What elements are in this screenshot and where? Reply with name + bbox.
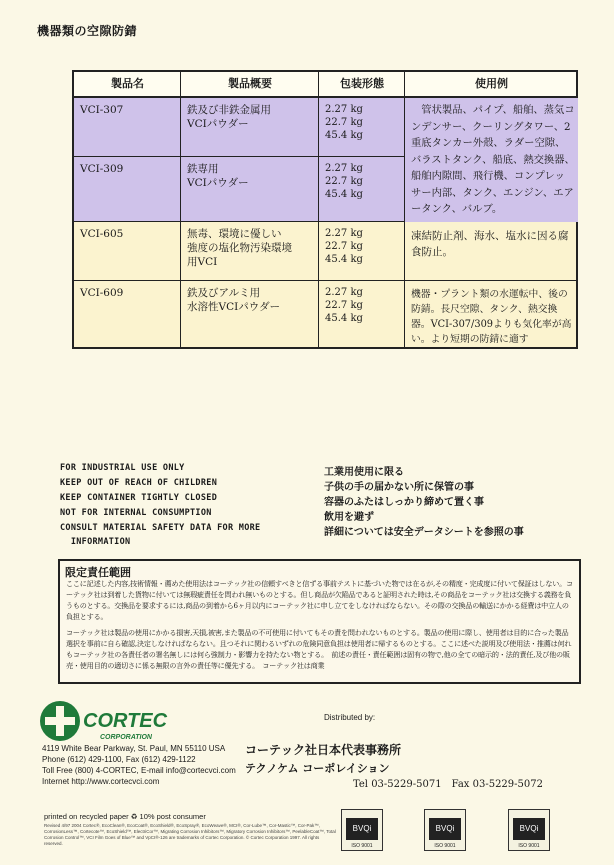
pack-size: 45.4 kg (325, 130, 363, 141)
product-desc: 無毒、環境に優しい 強度の塩化物汚染環境 用VCI (187, 228, 292, 268)
warning-row (60, 537, 580, 551)
address-line: Internet http://www.cortecvci.com (42, 777, 160, 786)
warning-jp: 工業用使用に限る (324, 467, 404, 478)
logo-sub: CORPORATION (100, 734, 152, 741)
iso-cert-badge (341, 809, 383, 851)
column-divider (404, 72, 405, 347)
warning-row (60, 478, 580, 492)
distributor-phone: Tel 03-5229-5071 Fax 03-5229-5072 (353, 779, 543, 790)
warning-en: KEEP CONTAINER TIGHTLY CLOSED (60, 493, 218, 503)
warning-jp: 飲用を避ず (324, 512, 374, 523)
table-row (74, 222, 576, 281)
warning-en: FOR INDUSTRIAL USE ONLY (60, 463, 185, 473)
logo-text: CORTEC (83, 710, 168, 732)
distributed-by-label: Distributed by: (324, 713, 376, 722)
address-line: Phone (612) 429-1100, Fax (612) 429-1122 (42, 755, 196, 764)
liability-paragraph: コーテック社は製品の使用にかかる損害,天損,被害,また製品の不可使用に付いてもその責を問われないものとする。製品の使用に際し、使用者は目的に合った製品選択を事前に自ら確認,決定しなければならない。且つそれに関わるいずれの危険同意負担は使用者に帰するものとする。ここに述べた説明及び使用法・推薦は何れもコーテック社の各責任者の署名無しには何ら強制力・影響力を持たない物とする。 前述の責任・責任範囲は固有の物で,他の全ての暗示的・法的責任,及び他の販売・使用目的の適切さに係る無限の言外の責任等に優先する。 コーテック社は商業 (66, 628, 572, 670)
use-text: 凍結防止剤、海水、塩水に因る腐食防止。 (411, 230, 569, 258)
warning-jp: 詳細については安全データシートを参照の事 (324, 527, 524, 538)
use-cell-shared (405, 98, 578, 222)
warning-en: INFORMATION (60, 537, 131, 547)
warning-row (60, 523, 580, 537)
bvqi-icon: BVQi (346, 818, 378, 840)
col-header-name: 製品名 (111, 77, 144, 90)
warning-jp: 容器のふたはしっかり締めて置く事 (324, 497, 484, 508)
pack-size: 45.4 kg (325, 189, 363, 200)
warning-en: CONSULT MATERIAL SAFETY DATA FOR MORE (60, 523, 261, 533)
pack-size: 22.7 kg (325, 176, 363, 187)
bvqi-icon: BVQi (429, 818, 461, 840)
cert-label: ISO 9001 (518, 843, 540, 849)
bvqi-icon: BVQi (513, 818, 545, 840)
warning-row (60, 463, 580, 477)
product-pack (325, 286, 395, 325)
warning-row (60, 508, 580, 522)
table-row (74, 281, 576, 347)
address-line: 4119 White Bear Parkway, St. Paul, MN 55110 USA (42, 744, 226, 753)
pack-size: 45.4 kg (325, 313, 363, 324)
iso-cert-badge (424, 809, 466, 851)
pack-size: 2.27 kg (325, 228, 363, 239)
product-name: VCI-307 (80, 104, 124, 116)
product-name: VCI-609 (80, 287, 124, 299)
product-pack (325, 103, 395, 142)
cert-label: ISO 9001 (434, 843, 456, 849)
column-divider (180, 72, 181, 347)
distributor-name-2: テクノケム コーポレイション (245, 762, 390, 775)
pack-size: 22.7 kg (325, 117, 363, 128)
warning-en: KEEP OUT OF REACH OF CHILDREN (60, 478, 218, 488)
liability-paragraph: ここに記述した内容,技術情報・薦めた使用法はコーテック社の信頼すべきと信ずる事前テストに基づいた物では在るが,その精度・完成度に付いて保証はしない。コーテック社は到着した貨物に付いては無瑕疵責任を問われ無いものとする。但し商品が欠陥品であると証明された時は,その商品をコーテック社は交換する義務を負うものとする。交換品を要求するには,商品の到着から6ヶ月以内にコーテック社に申し立てをしなければならない。その際の交換品の輸送にかかる経費は中立人の負担とする。 (66, 579, 573, 621)
use-text: 機器・プラント類の水運転中、後の防錆。長尺空隙、タンク、熱交換器。VCI-307/309よりも気化率が高い。より短期の防錆に適す (411, 289, 572, 345)
pack-size: 22.7 kg (325, 300, 363, 311)
pack-size: 2.27 kg (325, 163, 363, 174)
address-line: Toll Free (800) 4-CORTEC, E-mail info@cortecvci.com (42, 766, 236, 775)
col-header-use: 使用例 (475, 77, 508, 90)
product-pack (325, 227, 395, 266)
pack-size: 2.27 kg (325, 287, 363, 298)
safety-warnings (60, 463, 580, 553)
product-table (72, 70, 578, 349)
warning-en: NOT FOR INTERNAL CONSUMPTION (60, 508, 212, 518)
page-title: 機器類の空隙防錆 (37, 24, 138, 38)
warning-jp: 子供の手の届かない所に保管の事 (324, 482, 474, 493)
pack-size: 22.7 kg (325, 241, 363, 252)
recycled-note: printed on recycled paper ♻ 10% post consumer (44, 812, 206, 821)
liability-notice (58, 559, 581, 684)
table-header (74, 72, 576, 98)
liability-title: 限定責任範囲 (65, 566, 131, 579)
column-divider (318, 72, 319, 347)
product-desc: 鉄及び非鉄金属用 VCIパウダー (187, 104, 271, 130)
pack-size: 2.27 kg (325, 104, 363, 115)
cortec-logo (38, 697, 178, 747)
pack-size: 45.4 kg (325, 254, 363, 265)
cortec-logo-icon (38, 697, 178, 747)
use-text: 管状製品、パイプ、船舶、蒸気コンデンサー、クーリングタワー、2重底タンカー外殻、ラダー空隙、バラストタンク、船底、熱交換器、船舶内隙間、飛行機、コンプレッサー内部、タンク、エンジン、エアータンク、バルブ。 (411, 104, 575, 215)
iso-cert-badge (508, 809, 550, 851)
product-desc: 鉄及びアルミ用 水溶性VCIパウダー (187, 287, 281, 313)
product-name: VCI-605 (80, 228, 124, 240)
distributor-name: コーテック社日本代表事務所 (245, 743, 402, 757)
col-header-pack: 包装形態 (340, 77, 384, 90)
warning-row (60, 493, 580, 507)
product-desc: 鉄専用 VCIパウダー (187, 163, 249, 189)
product-pack (325, 162, 395, 201)
product-name: VCI-309 (80, 163, 124, 175)
cert-label: ISO 9001 (351, 843, 373, 849)
col-header-desc: 製品概要 (228, 77, 272, 90)
fine-print: Revised 4/97 2004 Cortec®, EcoClean®, EcoCoat®, EcoShield®, EcoSpray®, EcoWeave®, MCI®, Cor-Lube™, Cor-Mastic™, Cor-Pak™, CorrosionLess™, Cortecote™, EcoShield™, ElectriCor™, Migrating Corrosion Inhibitors™, Migratory Corrosion Inhibitors™, PeelableCoat™, Total Corrosion Control™, VCI Film Goes of Blue™ and VpCI®-126 are trademarks of Cortec Corporation. © Cortec Corporation 1997. All rights reserved. (44, 823, 336, 846)
